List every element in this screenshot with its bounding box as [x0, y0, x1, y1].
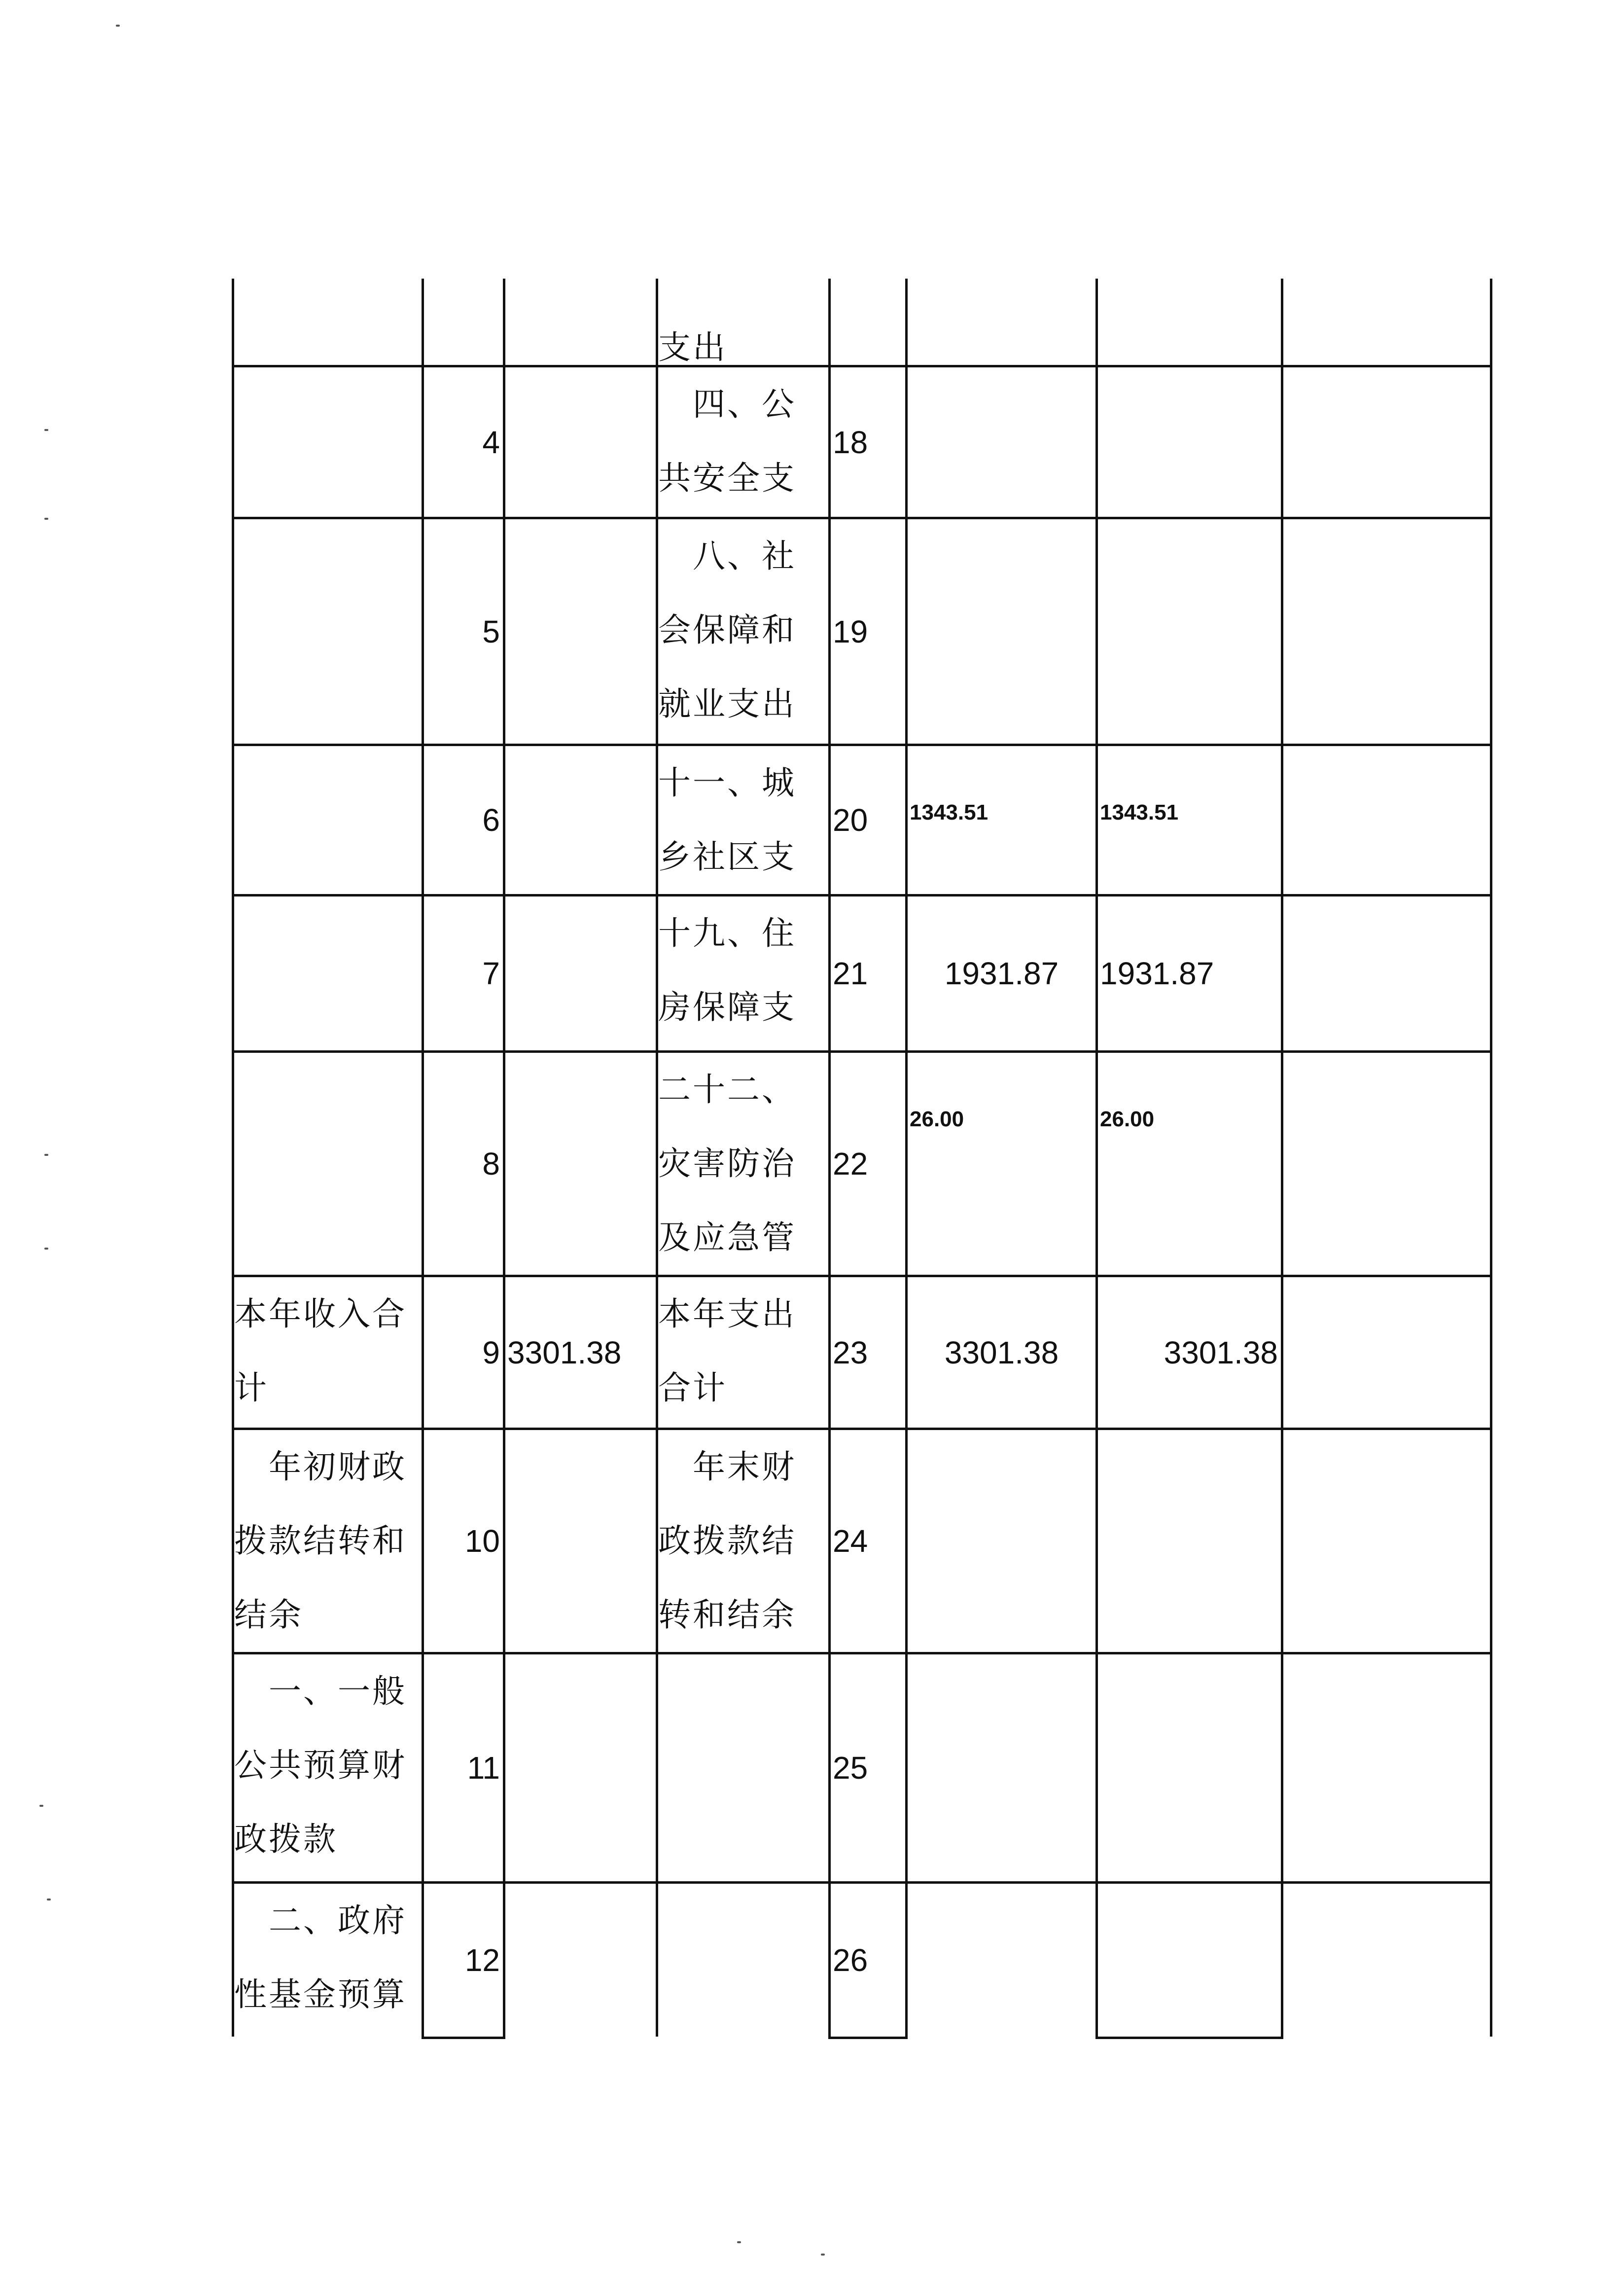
total-amount-cell	[908, 519, 1095, 744]
table-column-divider	[503, 279, 505, 2037]
table-row-divider	[232, 517, 1492, 519]
income-amount-cell	[505, 367, 656, 517]
income-item-cell: 年初财政拨款结转和结余	[234, 1448, 407, 1634]
income-amount-cell	[505, 1430, 656, 1652]
scan-artifact	[44, 429, 48, 431]
general-budget-amount-cell	[1098, 1654, 1281, 1881]
table-row-divider	[232, 1050, 1492, 1053]
income-line-number-cell	[424, 281, 503, 365]
income-amount-cell: 3301.38	[507, 1334, 622, 1370]
general-budget-amount-cell	[1098, 281, 1281, 365]
expense-item-cell: 支出	[658, 328, 727, 365]
expense-item-cell: 八、社会保障和就业支出	[658, 537, 796, 723]
total-amount-cell: 3301.38	[944, 1334, 1059, 1370]
income-line-number-cell: 12	[464, 1942, 500, 1978]
expense-item-cell: 二十二、灾害防治及应急管	[658, 1071, 796, 1256]
income-amount-cell	[505, 519, 656, 744]
fund-budget-amount-cell	[1283, 1654, 1490, 1881]
expense-line-number-cell: 19	[833, 613, 868, 649]
income-line-number-cell: 11	[467, 1750, 500, 1786]
total-amount-cell	[908, 281, 1095, 365]
expense-item-cell: 四、公共安全支	[658, 385, 796, 497]
expense-line-number-cell: 26	[833, 1942, 868, 1978]
scan-artifact	[116, 25, 120, 27]
general-budget-amount-cell	[1098, 367, 1281, 517]
total-amount-cell: 26.00	[910, 1107, 964, 1131]
table-row-divider	[232, 1428, 1492, 1430]
table-column-divider	[828, 279, 831, 2037]
total-amount-cell	[908, 1430, 1095, 1652]
expense-line-number-cell: 18	[833, 424, 868, 460]
table-column-divider	[1490, 279, 1492, 2037]
income-item-cell	[234, 281, 422, 365]
scan-artifact	[821, 2254, 825, 2256]
table-column-divider	[1095, 279, 1098, 2037]
expense-line-number-cell: 25	[833, 1750, 868, 1786]
total-amount-cell	[908, 1884, 1095, 2037]
total-amount-cell	[908, 1654, 1095, 1881]
income-item-cell: 一、一般公共预算财政拨款	[234, 1672, 407, 1858]
expense-line-number-cell	[831, 281, 905, 365]
scan-artifact	[737, 2241, 741, 2243]
fund-budget-amount-cell	[1283, 1277, 1490, 1428]
table-row-divider	[232, 365, 1492, 367]
table-row-divider	[232, 1652, 1492, 1654]
fund-budget-amount-cell	[1283, 1884, 1490, 2037]
table-row-divider	[232, 744, 1492, 746]
income-line-number-cell: 8	[482, 1146, 500, 1182]
fund-budget-amount-cell	[1283, 1053, 1490, 1275]
income-line-number-cell: 5	[482, 613, 500, 649]
income-item-cell	[234, 746, 422, 894]
general-budget-amount-cell	[1098, 519, 1281, 744]
scan-artifact	[44, 518, 48, 520]
expense-line-number-cell: 22	[833, 1146, 868, 1182]
income-item-cell: 二、政府性基金预算	[234, 1901, 407, 2013]
general-budget-amount-cell: 1931.87	[1100, 956, 1214, 991]
general-budget-amount-cell: 3301.38	[1164, 1334, 1278, 1370]
total-amount-cell	[908, 367, 1095, 517]
expense-item-cell: 年末财政拨款结转和结余	[658, 1448, 796, 1634]
income-amount-cell	[505, 1053, 656, 1275]
expense-line-number-cell: 21	[833, 956, 868, 991]
table-bottom-border-segment	[422, 2037, 505, 2039]
expense-line-number-cell: 24	[833, 1523, 868, 1559]
scan-artifact	[44, 1154, 48, 1156]
income-item-cell: 本年收入合计	[234, 1295, 407, 1407]
table-bottom-border-segment	[828, 2037, 908, 2039]
income-line-number-cell: 9	[482, 1334, 500, 1370]
fund-budget-amount-cell	[1283, 281, 1490, 365]
general-budget-amount-cell	[1098, 1430, 1281, 1652]
income-amount-cell	[505, 1884, 656, 2037]
total-amount-cell: 1343.51	[910, 800, 989, 824]
table-column-divider	[422, 279, 424, 2037]
table-column-divider	[905, 279, 908, 2037]
table-column-divider	[656, 279, 658, 2037]
income-amount-cell	[505, 896, 656, 1050]
scan-artifact	[44, 1248, 48, 1250]
income-amount-cell	[505, 281, 656, 365]
table-bottom-border-segment	[1095, 2037, 1283, 2039]
table-row-divider	[232, 1881, 1492, 1884]
income-line-number-cell: 10	[464, 1523, 500, 1559]
expense-item-cell: 十九、住房保障支	[658, 914, 796, 1026]
income-item-cell	[234, 1053, 422, 1275]
income-item-cell	[234, 896, 422, 1050]
table-column-divider	[1281, 279, 1283, 2037]
income-line-number-cell: 6	[482, 802, 500, 838]
income-line-number-cell: 4	[482, 424, 500, 460]
fund-budget-amount-cell	[1283, 519, 1490, 744]
table-row-divider	[232, 894, 1492, 896]
general-budget-amount-cell: 1343.51	[1100, 800, 1179, 824]
income-item-cell	[234, 519, 422, 744]
general-budget-amount-cell: 26.00	[1100, 1107, 1155, 1131]
fund-budget-amount-cell	[1283, 1430, 1490, 1652]
expense-item-cell	[658, 1884, 828, 2037]
general-budget-amount-cell	[1098, 1884, 1281, 2037]
expense-item-cell	[658, 1654, 828, 1881]
income-amount-cell	[505, 1654, 656, 1881]
income-item-cell	[234, 367, 422, 517]
scan-artifact	[47, 1899, 51, 1900]
expense-line-number-cell: 23	[833, 1334, 868, 1370]
table-column-divider	[232, 279, 234, 2037]
income-amount-cell	[505, 746, 656, 894]
expense-item-cell: 本年支出合计	[658, 1295, 796, 1407]
fund-budget-amount-cell	[1283, 746, 1490, 894]
expense-item-cell: 十一、城乡社区支	[658, 764, 796, 876]
fund-budget-amount-cell	[1283, 367, 1490, 517]
scan-artifact	[39, 1805, 43, 1807]
expense-line-number-cell: 20	[833, 802, 868, 838]
table-row-divider	[232, 1275, 1492, 1277]
fund-budget-amount-cell	[1283, 896, 1490, 1050]
income-line-number-cell: 7	[482, 956, 500, 991]
total-amount-cell: 1931.87	[944, 956, 1059, 991]
